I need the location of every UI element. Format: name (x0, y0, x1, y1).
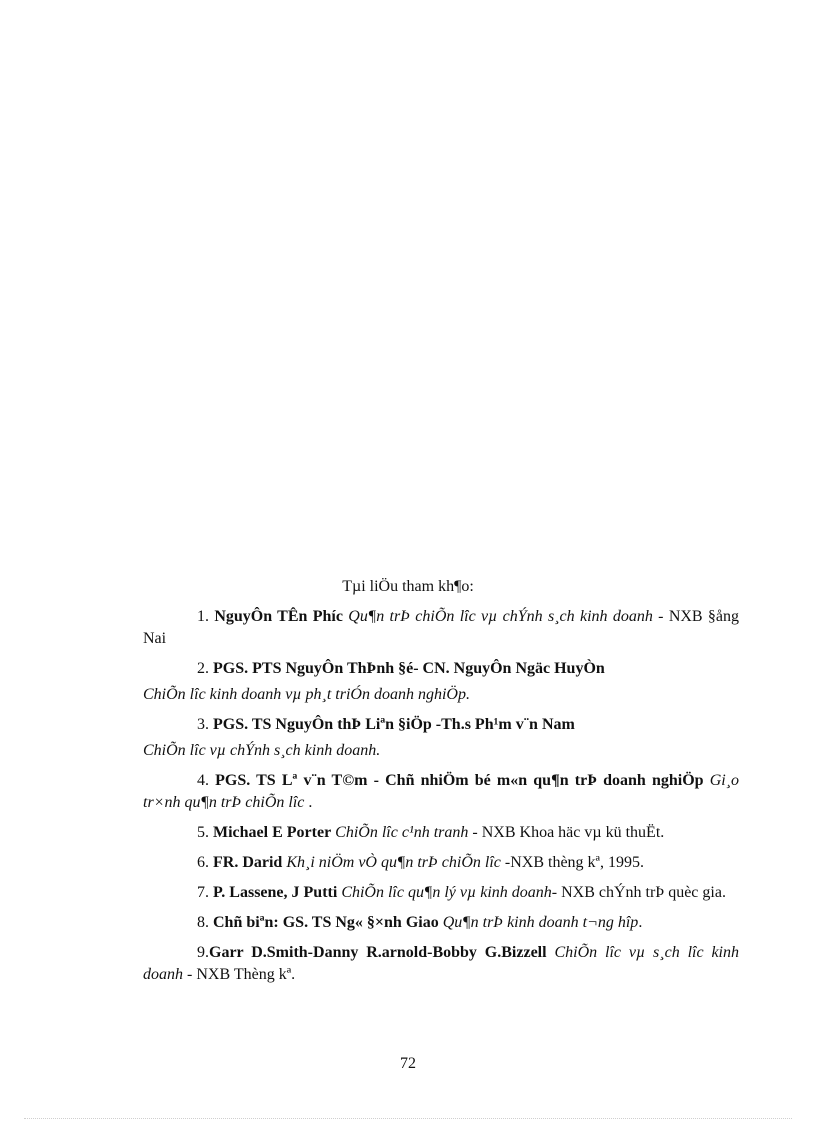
ref-author: Garr D.Smith-Danny R.arnold-Bobby G.Bizzell (209, 944, 547, 961)
ref-number: 9. (197, 944, 209, 961)
ref-number: 7. (197, 884, 209, 901)
reference-1 (143, 606, 739, 650)
reference-6 (143, 852, 739, 874)
ref-publisher: - NXB chÝnh trÞ quèc gia. (551, 884, 726, 901)
ref-author: Chñ biªn: GS. TS Ng« §×nh Giao (213, 914, 439, 931)
ref-number: 1. (197, 608, 209, 625)
ref-number: 2. (197, 660, 209, 677)
ref-title: ChiÕn lîc c¹nh tranh (335, 824, 469, 841)
reference-8 (143, 912, 739, 934)
references-heading: Tµi liÖu tham kh¶o: (342, 578, 474, 595)
reference-5 (143, 822, 739, 844)
ref-publisher: - NXB §ång Nai (143, 608, 740, 647)
ref-author: Michael E Porter (213, 824, 332, 841)
ref-number: 8. (197, 914, 209, 931)
ref-author: PGS. TS Lª v¨n T©m - Chñ nhiÖm bé m«n qu¶n trÞ doanh nghiÖp (215, 772, 704, 789)
ref-title: Kh¸i niÖm vÒ qu¶n trÞ chiÕn lîc (286, 854, 501, 871)
reference-3-title: ChiÕn lîc vµ chÝnh s¸ch kinh doanh. (143, 742, 381, 759)
ref-title: Qu¶n trÞ chiÕn lîc vµ chÝnh s¸ch kinh doanh (348, 608, 653, 625)
footer-dotted-rule (24, 1118, 792, 1119)
ref-author: P. Lassene, J Putti (213, 884, 338, 901)
ref-publisher: . (638, 914, 643, 931)
references-list (143, 606, 739, 994)
ref-title: ChiÕn lîc vµ s¸ch lîc kinh doanh (143, 944, 739, 983)
ref-publisher: - NXB Khoa häc vµ kü thuËt. (468, 824, 665, 841)
ref-author: PGS. PTS NguyÔn ThÞnh §é- CN. NguyÔn Ngäc HuyÒn (213, 660, 605, 677)
reference-4 (143, 770, 739, 814)
ref-publisher: - NXB Thèng kª. (183, 966, 296, 983)
page-number: 72 (400, 1055, 416, 1072)
ref-title: Qu¶n trÞ kinh doanh t¬ng hîp (442, 914, 639, 931)
ref-publisher: -NXB thèng kª, 1995. (500, 854, 644, 871)
ref-number: 5. (197, 824, 209, 841)
ref-number: 4. (197, 772, 209, 789)
ref-number: 3. (197, 716, 209, 733)
ref-title: ChiÕn lîc qu¶n lý vµ kinh doanh (341, 884, 552, 901)
ref-number: 6. (197, 854, 209, 871)
reference-2-title: ChiÕn lîc kinh doanh vµ ph¸t triÓn doanh nghiÖp. (143, 686, 470, 703)
ref-author: PGS. TS NguyÔn thÞ Liªn §iÖp -Th.s Ph¹m v¨n Nam (213, 716, 575, 733)
ref-author: FR. Darid (213, 854, 283, 871)
ref-publisher: . (304, 794, 313, 811)
ref-author: NguyÔn TÊn Phíc (214, 608, 343, 625)
reference-7 (143, 882, 739, 904)
reference-9 (143, 942, 739, 986)
reference-3 (143, 714, 739, 736)
ref-title: Gi¸o tr×nh qu¶n trÞ chiÕn lîc (143, 772, 740, 811)
reference-2 (143, 658, 739, 680)
